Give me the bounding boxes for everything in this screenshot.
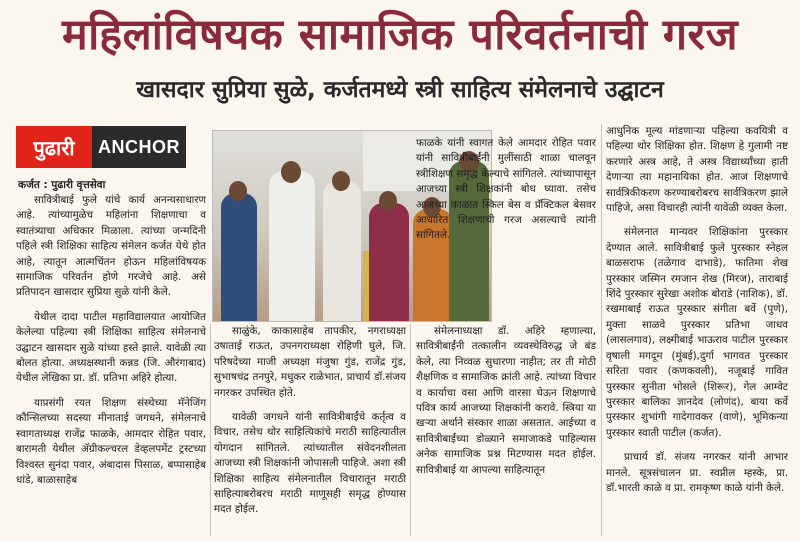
dateline: कर्जत : पुढारी वृत्तसेवा — [18, 179, 106, 191]
article-column-4 — [606, 124, 788, 505]
photo-person-head — [379, 191, 397, 211]
photo-person — [269, 171, 315, 321]
column-divider — [210, 324, 211, 536]
paragraph: येथील दादा पाटील महाविद्यालयात आयोजित केलेल्या पहिल्या स्त्री शिक्षिका साहित्य संमेलनाचे उद्घाटन खासदार सुळे यांच्या हस्ते झाले. यावेळी त्या बोलत होत्या. अध्यक्षस्थानी कन्नड (जि. औरंगाबाद) येथील लेखिका प्रा. डॉ. प्रतिभा अहिरे होत्या. — [16, 310, 206, 385]
photo-person-head — [332, 171, 350, 191]
paragraph: संमेलनाध्यक्षा डॉ. अहिरे म्हणाल्या, सावित्रीबाईंनी तत्कालीन व्यवस्थेविरुद्ध जे बंड केले, त्या निव्वळ सुधारणा नाहीत; तर ती मोठी शैक्षणिक व सामाजिक क्रांती आहे. त्यांच्या विचार व कार्याचा वसा आणि वारसा घेऊन शिक्षणाचे पवित्र कार्य आजच्या शिक्षकांनी करावे. स्त्रिया या खऱ्या अर्थाने संस्कार शाळा असतात. आईच्या व सावित्रीबाईंच्या डोळ्याने समाजाकडे पाहिल्यास अनेक सामाजिक प्रश्न मिटण्यास मदत होईल. सावित्रीबाई या आपल्या साहित्यातून — [416, 325, 596, 476]
paragraph: याप्रसंगी रयत शिक्षण संस्थेच्या मॅनेजिंग कौन्सिलच्या सदस्या मीनाताई जगधने, संमेलनाचे स्वागताध्यक्ष राजेंद्र फाळके, आमदार रोहित पवार, बारामती येथील ॲग्रीकल्चरल डेव्हलपमेंट ट्रस्टच्या विश्वस्त सुनंदा पवार, अंबादास पिसाळ, बप्पासाहेब धांडे, बाळासाहेब — [16, 396, 206, 486]
headline: महिलांविषयक सामाजिक परिवर्तनाची गरज — [61, 10, 739, 60]
paragraph: संमेलनात मान्यवर शिक्षिकांना पुरस्कार देण्यात आले. सावित्रीबाई फुले पुरस्कार स्नेहल बाळसराफ (तळेगाव दाभाडे), फातिमा शेख पुरस्कार जस्मिन रमजान शेख (मिरज), ताराबाई शिंदे पुरस्कार सुरेखा अशोक बोराडे (नाशिक), डॉ. रखमाबाई राऊत पुरस्कार संगीता बर्वे (पुणे), मुक्ता साळवे पुरस्कार प्रतिभा जाधव (लासलगाव), लक्ष्मीबाई भाऊराव पाटील पुरस्कार वृषाली मगदूम (मुंबई),दुर्गा भागवत पुरस्कार सरिता पवार (कणकवली), नजूबाई गावित पुरस्कार सुनीता भोसले (शिरूर), गेल आम्वेट पुरस्कार बालिका ज्ञानदेव (लोणंद), बाया कर्वे पुरस्कार शुभांगी गादेगावकर (वाणे), भूमिकन्या पुरस्कार स्वाती पाटील (कर्जत). — [606, 226, 788, 439]
article-column-3 — [416, 136, 596, 253]
photo-person — [323, 181, 361, 321]
paragraph: यावेळी जगधने यांनी सावित्रीबाईंचे कर्तृत्व व विचार, तसेच थोर साहित्यिकांचे मराठी साहित्यातील योगदान सांगितले. त्यांच्यातील संवेदनशीलता आजच्या स्त्री शिक्षकांनी जोपासली पाहिजे. अशा स्त्री शिक्षिका साहित्य संमेलनातील विचारातून मराठी साहित्याबरोबरच मराठी माणूसही समृद्ध होण्यास मदत होईल. — [214, 411, 406, 516]
lamp-stand — [363, 251, 369, 321]
brand-banner — [16, 126, 186, 168]
paragraph: फाळके यांनी स्वागत केले आमदार रोहित पवार यांनी सावित्रीबाईंनी मुलींसाठी शाळा चालवून स्त्रीशिक्षण समृद्ध केल्याचे सांगितले. त्यांच्यापासून आजच्या स्त्री शिक्षकांनी बोध घ्यावा. तसेच आजच्या काळात स्किल बेस व प्रॅक्टिकल बेसवर आधारित शिक्षणाची गरज असल्याचे त्यांनी सांगितले. — [416, 137, 596, 242]
photo-person-head — [281, 161, 301, 183]
photo-person — [221, 193, 257, 321]
article-column-3-continued — [416, 324, 596, 487]
article-column-2 — [214, 324, 406, 527]
photo-person — [369, 203, 409, 321]
anchor-section-label: ANCHOR — [92, 126, 186, 168]
paragraph: साळुंके, काकासाहेब तापकीर, नगराध्यक्षा उषाताई राऊत, उपनगराध्यक्षा रोहिणी घुले, जि. परिषदेच्या माजी अध्यक्षा मंजुषा गुंड, राजेंद्र गुंड, सुभाषचंद्र तनपुरे, मधुकर राळेभात, प्राचार्य डॉ.संजय नगरकर उपस्थित होते. — [214, 325, 406, 399]
paragraph: सावित्रीबाई फुले यांचे कार्य अनन्यसाधारण आहे. त्यांच्यामुळेच महिलांना शिक्षणाचा व स्वातंत्र्याचा अधिकार मिळाला. त्यांच्या जन्मदिनी पहिले स्त्री शिक्षिका साहित्य संमेलन कर्जत येथे होत आहे, त्यातून आत्मचिंतन होऊन महिलांविषयक सामाजिक परिवर्तन होणे गरजेचे आहे. असे प्रतिपादन खासदार सुप्रिया सुळे यांनी केले. — [16, 194, 206, 299]
column-divider — [601, 124, 602, 536]
column-divider — [410, 324, 411, 536]
article-column-1 — [16, 193, 206, 497]
photo-person-head — [229, 181, 247, 201]
subheadline: खासदार सुप्रिया सुळे, कर्जतमध्ये स्त्री साहित्य संमेलनाचे उद्घाटन — [136, 77, 664, 103]
paragraph: प्राचार्य डॉ. संजय नगरकर यांनी आभार मानले. सूत्रसंचालन प्रा. स्वप्नील म्हस्के, प्रा. डॉ.भारती काळे व प्रा. रामकृष्ण काळे यांनी केले. — [606, 451, 788, 494]
pudhari-logo: पुढारी — [16, 126, 92, 168]
paragraph: आधुनिक मूल्य मांडणाऱ्या पहिल्या कवयित्री व पहिल्या थोर शिक्षिका होत. शिक्षण हे गुलामी नष्ट करणारे अस्त्र आहे, ते अस्त्र विद्यार्थ्यांच्या हाती देणाऱ्या त्या महानायिका होत. आज शिक्षणाचे सार्वत्रिकीकरण करण्याबरोबरच सार्वत्रिकरण झाले पाहिजे, असा विचारही त्यांनी यावेळी व्यक्त केला. — [606, 125, 788, 215]
